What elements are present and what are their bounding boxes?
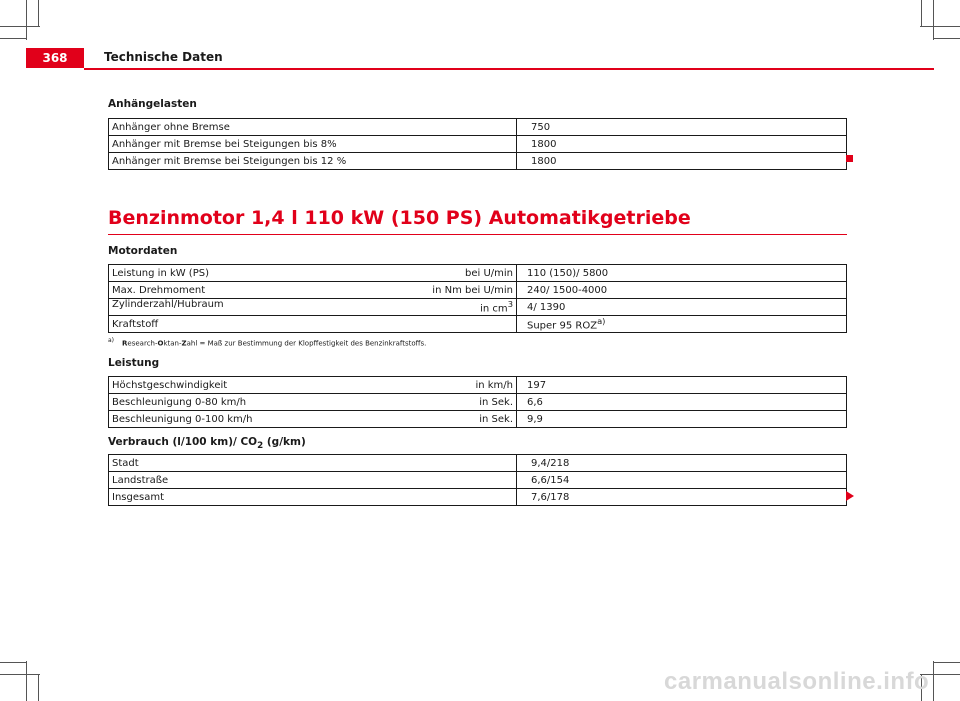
footnote-text: ktan- [163,339,182,348]
row-value: 110 (150)/ 5800 [517,265,847,282]
row-value: 240/ 1500-4000 [517,282,847,299]
footnote-initial: R [122,339,128,348]
consumption-heading-text: Verbrauch (l/100 km)/ CO [108,436,258,448]
crop-mark [38,0,39,26]
row-unit: in Sek. [479,396,513,408]
row-label-cell [109,316,517,333]
crop-mark [920,26,960,27]
row-label: Stadt [109,455,517,472]
table-row [109,472,847,489]
footnote-ref: a) [597,316,606,327]
row-label: Höchstgeschwindigkeit [112,379,228,391]
row-value: 750 [517,119,847,136]
section-title: Benzinmotor 1,4 l 110 kW (150 PS) Automatikgetriebe [108,207,847,235]
consumption-heading [108,436,306,451]
table-row [109,394,847,411]
row-label: Beschleunigung 0-100 km/h [112,413,253,425]
crop-mark [934,38,960,39]
row-value: 6,6 [517,394,847,411]
crop-mark [38,675,39,701]
row-value: 7,6/178 [517,489,847,506]
crop-mark [0,38,26,39]
performance-heading: Leistung [108,357,160,369]
crop-mark [934,662,960,663]
row-label: Max. Drehmoment [112,284,206,296]
row-unit: in Nm bei U/min [432,284,513,296]
row-label: Insgesamt [109,489,517,506]
page-number: 368 [26,48,84,68]
table-row [109,455,847,472]
unit-text: in cm [480,303,508,315]
row-label: Kraftstoff [112,318,159,330]
engine-table [108,264,847,333]
row-value: 4/ 1390 [517,299,847,316]
row-unit [480,299,513,314]
footnote-initial: O [157,339,164,348]
table-row [109,153,847,170]
consumption-table [108,454,847,506]
row-value: 197 [517,377,847,394]
row-label-cell [109,394,517,411]
crop-mark [933,0,934,40]
row-label-cell [109,299,517,316]
footnote-text: esearch- [127,339,158,348]
table-row [109,411,847,428]
trailer-table [108,118,847,170]
crop-mark [933,661,934,701]
crop-mark [0,26,40,27]
unit-superscript: 3 [507,299,513,310]
row-label-cell [109,411,517,428]
row-label: Anhänger mit Bremse bei Steigungen bis 8% [109,136,517,153]
row-value: Super 95 ROZ [527,320,598,332]
consumption-heading-subscript: 2 [257,441,264,452]
crop-mark [0,674,40,675]
table-row [109,282,847,299]
performance-table [108,376,847,428]
table-row [109,136,847,153]
row-value: 6,6/154 [517,472,847,489]
row-label: Leistung in kW (PS) [112,267,209,279]
page-title: Technische Daten [104,50,223,64]
row-value: 1800 [517,136,847,153]
row-label-cell [109,282,517,299]
row-value: 9,9 [517,411,847,428]
row-label: Landstraße [109,472,517,489]
table-row [109,377,847,394]
row-value: 9,4/218 [517,455,847,472]
table-row [109,316,847,333]
crop-mark [26,0,27,40]
table-row [109,489,847,506]
row-label: Zylinderzahl/Hubraum [112,299,224,311]
row-label: Anhänger ohne Bremse [109,119,517,136]
section-end-marker-icon [846,155,853,162]
row-label-cell [109,265,517,282]
table-row [109,265,847,282]
row-label: Beschleunigung 0-80 km/h [112,396,247,408]
footnote-text: ahl = Maß zur Bestimmung der Klopffestigkeit des Benzinkraftstoffs. [186,339,427,348]
row-unit: in km/h [475,379,513,391]
footnote-mark: a) [108,337,115,344]
crop-mark [921,0,922,26]
row-unit: in Sek. [479,413,513,425]
crop-mark [0,662,26,663]
engine-heading: Motordaten [108,245,178,257]
continue-arrow-icon [846,491,854,501]
footnote [108,337,426,347]
row-value-cell [517,316,847,333]
row-label-cell [109,377,517,394]
crop-mark [26,661,27,701]
consumption-heading-unit: (g/km) [263,436,306,448]
row-label: Anhänger mit Bremse bei Steigungen bis 12 % [109,153,517,170]
watermark: carmanualsonline.info [664,668,930,695]
table-row [109,299,847,316]
trailer-heading: Anhängelasten [108,98,197,110]
table-row [109,119,847,136]
row-unit: bei U/min [464,267,513,279]
footnote-initial: Z [181,339,187,348]
row-value: 1800 [517,153,847,170]
